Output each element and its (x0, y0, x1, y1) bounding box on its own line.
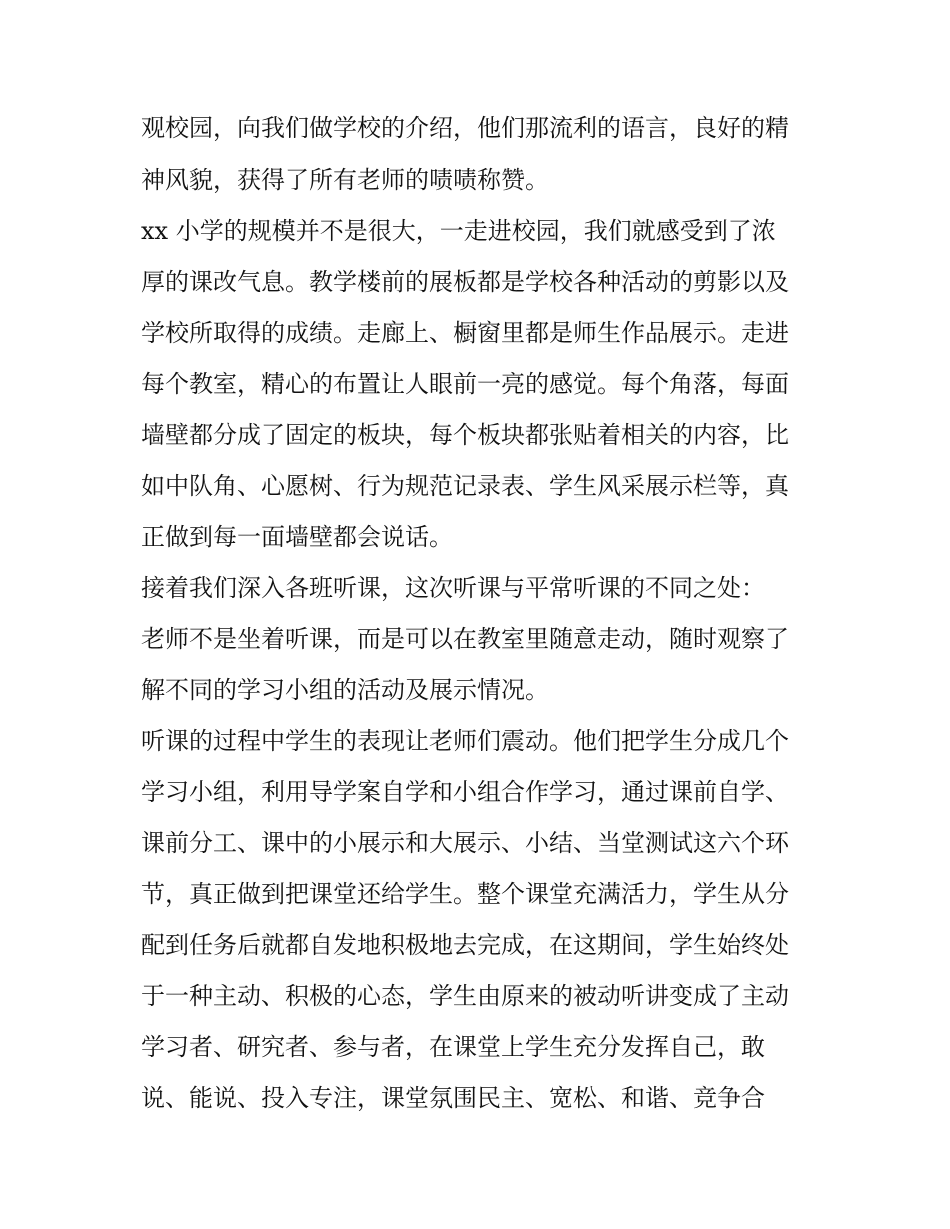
text-line: xx 小学的规模并不是很大，一走进校园，我们就感受到了浓 (141, 217, 776, 245)
text-line: 于一种主动、积极的心态，学生由原来的被动听讲变成了主动 (141, 982, 789, 1010)
text-line: 老师不是坐着听课，而是可以在教室里随意走动，随时观察了 (141, 625, 789, 653)
text-line: 节，真正做到把课堂还给学生。整个课堂充满活力，学生从分 (141, 880, 789, 908)
text-line: 正做到每一面墙壁都会说话。 (141, 523, 453, 551)
text-line: 说、能说、投入专注，课堂氛围民主、宽松、和谐、竞争合 (141, 1084, 765, 1112)
text-line: 如中队角、心愿树、行为规范记录表、学生风采展示栏等，真 (141, 472, 789, 500)
text-line: 解不同的学习小组的活动及展示情况。 (141, 676, 549, 704)
text-line: 接着我们深入各班听课，这次听课与平常听课的不同之处： (141, 574, 765, 602)
text-line: 学校所取得的成绩。走廊上、橱窗里都是师生作品展示。走进 (141, 319, 789, 347)
text-line: 听课的过程中学生的表现让老师们震动。他们把学生分成几个 (141, 727, 789, 755)
text-line: 观校园，向我们做学校的介绍，他们那流利的语言，良好的精 (141, 114, 789, 142)
text-line: 学习小组，利用导学案自学和小组合作学习，通过课前自学、 (141, 778, 789, 806)
text-line: 配到任务后就都自发地积极地去完成，在这期间，学生始终处 (141, 931, 789, 959)
text-line: 厚的课改气息。教学楼前的展板都是学校各种活动的剪影以及 (141, 268, 789, 296)
text-line: 墙壁都分成了固定的板块，每个板块都张贴着相关的内容，比 (141, 421, 789, 449)
text-line: 神风貌，获得了所有老师的啧啧称赞。 (141, 166, 549, 194)
text-line: 课前分工、课中的小展示和大展示、小结、当堂测试这六个环 (141, 829, 789, 857)
text-line: 每个教室，精心的布置让人眼前一亮的感觉。每个角落，每面 (141, 370, 789, 398)
text-line: 学习者、研究者、参与者，在课堂上学生充分发挥自己，敢 (141, 1033, 765, 1061)
